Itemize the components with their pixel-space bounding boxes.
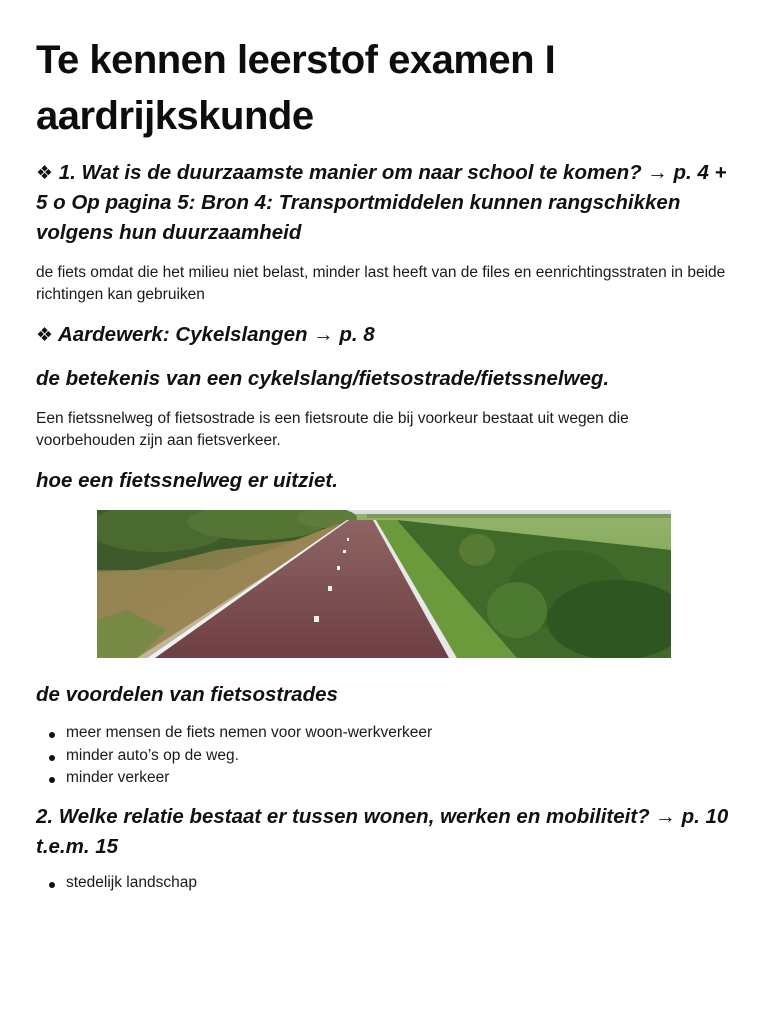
betekenis-text: Een fietssnelweg of fietsostrade is een fietsroute die bij voorkeur bestaat uit wegen die voorbehouden zijn aan fietsverkeer. — [36, 410, 629, 449]
uitzicht-heading: hoe een fietssnelweg er uitziet. — [36, 469, 338, 492]
document-title: Te kennen leerstof examen I aardrijkskunde — [36, 38, 556, 138]
list-item: minder auto’s op de weg. — [66, 745, 732, 768]
question-1-text: 1. Wat is de duurzaamste manier om naar school te komen? → p. 4 + 5 o Op pagina 5: Bron 4: Transportmiddelen kunnen rangschikken volgens hun duurzaamheid — [36, 161, 727, 244]
diamond-bullet-icon: ❖ — [36, 324, 54, 346]
betekenis-heading: de betekenis van een cykelslang/fietsostrade/fietssnelweg. — [36, 367, 610, 390]
question-2-list — [36, 872, 732, 895]
list-item: meer mensen de fiets nemen voor woon-werkverkeer — [66, 722, 732, 745]
voordelen-heading: de voordelen van fietsostrades — [36, 683, 338, 706]
diamond-bullet-icon: ❖ — [36, 162, 54, 184]
question-1-heading — [36, 158, 732, 248]
voordelen-list — [36, 722, 732, 790]
question-1-answer: de fiets omdat die het milieu niet belast, minder last heeft van de files en eenrichtingsstraten in beide richtingen kan gebruiken — [36, 264, 726, 303]
list-item: minder verkeer — [66, 767, 732, 790]
bike-highway-photo — [97, 510, 671, 658]
aardewerk-text: Aardewerk: Cykelslangen → p. 8 — [53, 323, 375, 346]
list-item: stedelijk landschap — [66, 872, 732, 895]
question-2-heading: 2. Welke relatie bestaat er tussen wonen, werken en mobiliteit? → p. 10 t.e.m. 15 — [36, 804, 729, 858]
aardewerk-heading — [36, 320, 732, 350]
